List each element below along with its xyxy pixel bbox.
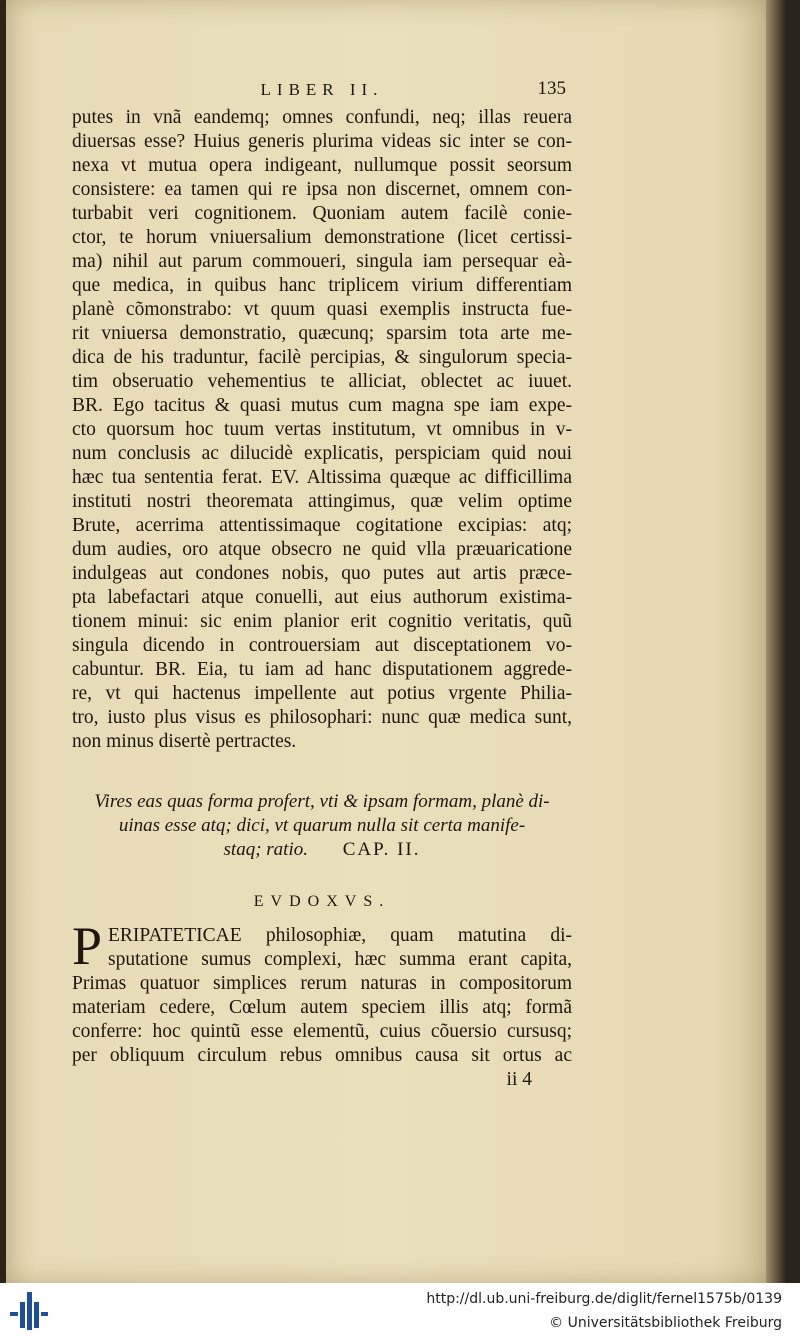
text-line: indulgeas aut condones nobis, quo putes aut artis præce- xyxy=(72,563,572,584)
text-line: tionem minui: sic enim planior erit cognitio veritatis, quũ xyxy=(72,611,572,632)
text-line: cto quorsum hoc tuum vertas institutum, vt omnibus in v- xyxy=(72,419,572,440)
text-line: hæc tua sententia ferat. EV. Altissima quæque ac difficillima xyxy=(72,467,572,488)
text-line: re, vt qui hactenus impellente aut potius vrgente Philia- xyxy=(72,683,572,704)
text-line: non minus disertè pertractes. xyxy=(72,731,297,752)
chapter-summary xyxy=(72,790,572,862)
paragraph-1 xyxy=(72,106,572,754)
summary-line: uinas esse atq; dici, vt quarum nulla sit certa manife- xyxy=(118,815,526,836)
text-line: nexa vt mutua opera indigeant, nullumque possit seorsum xyxy=(72,155,572,176)
text-line: materiam cedere, Cœlum autem speciem illis atq; formã xyxy=(72,997,572,1018)
text-line: dica de his traduntur, facilè percipias, & singulorum specia- xyxy=(72,347,572,368)
text-line: tim obseruatio vehementius te alliciat, oblectet ac iuuet. xyxy=(72,371,572,392)
text-line: putes in vnã eandemq; omnes confundi, neq; illas reuera xyxy=(72,107,572,128)
page-number: 135 xyxy=(537,78,566,99)
text-line: pta labefactari atque conuelli, aut eius authorum existima- xyxy=(72,587,572,608)
copyright-notice: © Universitätsbibliothek Freiburg xyxy=(549,1315,782,1331)
text-line: ERIPATETICAE philosophiæ, quam matutina di- xyxy=(108,925,572,946)
text-line: diuersas esse? Huius generis plurima videas sic inter se con- xyxy=(72,131,572,152)
permalink-link[interactable]: http://dl.ub.uni-freiburg.de/diglit/fernel1575b/0139 xyxy=(426,1291,782,1307)
text-line: singula dicendo in controuersiam aut disceptationem vo- xyxy=(72,635,572,656)
text-line: que medica, in quibus hanc triplicem virium differentiam xyxy=(72,275,572,296)
running-head xyxy=(72,80,572,106)
text-line: conferre: hoc quintũ esse elementũ, cuius cõuersio cursusq; xyxy=(72,1021,572,1042)
text-line: rit vniuersa demonstratio, quæcunq; sparsim tota arte me- xyxy=(72,323,572,344)
book-page xyxy=(6,0,766,1283)
signature-mark: ii 4 xyxy=(506,1069,532,1090)
text-line: instituti nostri theoremata attingimus, quæ velim optime xyxy=(72,491,572,512)
drop-cap: P xyxy=(72,916,103,976)
summary-line: Vires eas quas forma profert, vti & ipsam formam, planè di- xyxy=(94,791,550,812)
text-line: ctor, te horum vniuersalium demonstratione (licet certissi- xyxy=(72,227,572,248)
summary-line-last xyxy=(72,838,572,862)
text-line: ma) nihil aut parum commoueri, singula iam persequar eà- xyxy=(72,251,572,272)
paragraph-2 xyxy=(72,916,572,1068)
text-line: Primas quatuor simplices rerum naturas in compositorum xyxy=(72,973,572,994)
summary-line-text: staq; ratio. xyxy=(223,839,308,860)
page-edge xyxy=(766,0,786,1283)
text-line: sputatione sumus complexi, hæc summa erant capita, xyxy=(108,949,572,970)
text-line: per obliquum circulum rebus omnibus causa sit ortus ac xyxy=(72,1045,572,1066)
running-title: LIBER II. xyxy=(260,80,384,99)
text-line: consistere: ea tamen qui re ipsa non discernet, omnem con- xyxy=(72,179,572,200)
text-line: planè cõmonstrabo: vt quum quasi exemplis instructa fue- xyxy=(72,299,572,320)
page-text-block xyxy=(72,80,572,1092)
text-line: turbabit veri cognitionem. Quoniam autem facilè conie- xyxy=(72,203,572,224)
text-line: num conclusis ac dilucidè explicatis, perspiciam quid noui xyxy=(72,443,572,464)
viewer-footer xyxy=(0,1283,800,1339)
library-logo-icon xyxy=(10,1292,48,1330)
speaker-heading: EVDOXVS. xyxy=(253,893,391,910)
chapter-number: CAP. II. xyxy=(342,839,421,860)
text-line: dum audies, oro atque obsecro ne quid vlla præuaricatione xyxy=(72,539,572,560)
text-line: cabuntur. BR. Eia, tu iam ad hanc disputationem aggrede- xyxy=(72,659,572,680)
text-line: Brute, acerrima attentissimaque cogitatione excipias: atq; xyxy=(72,515,572,536)
text-line: BR. Ego tacitus & quasi mutus cum magna spe iam expe- xyxy=(72,395,572,416)
text-line: tro, iusto plus visus es philosophari: nunc quæ medica sunt, xyxy=(72,707,572,728)
